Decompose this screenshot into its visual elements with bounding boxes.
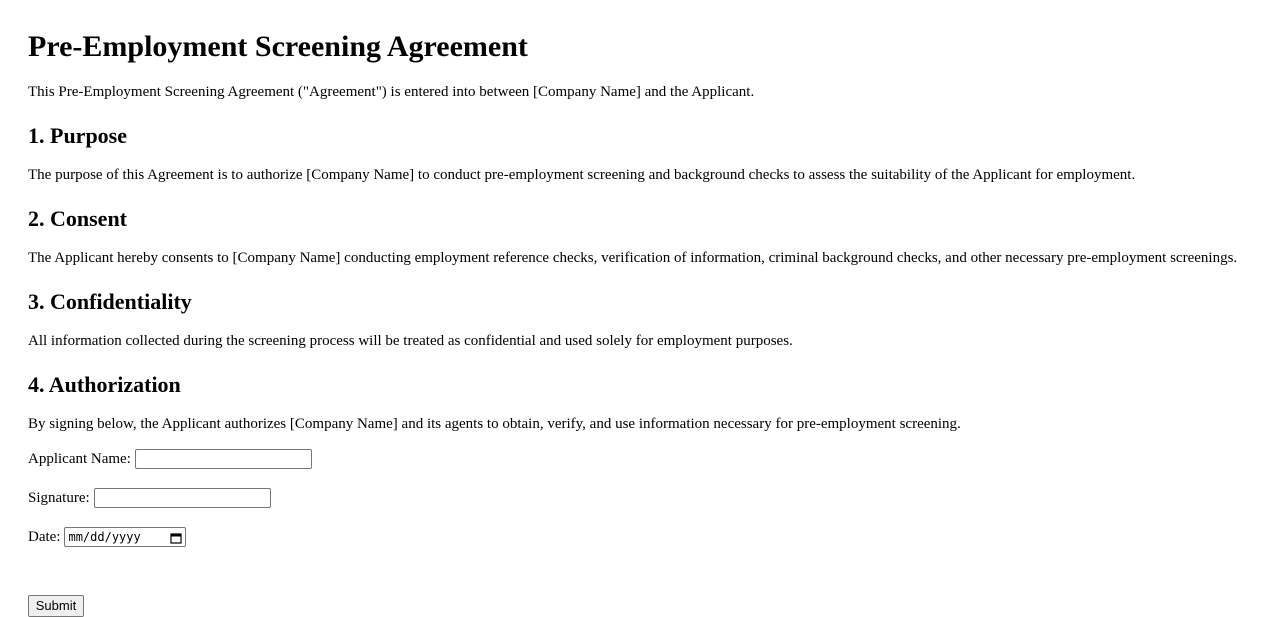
page-title: Pre-Employment Screening Agreement xyxy=(28,30,528,63)
section-heading-authorization: 4. Authorization xyxy=(28,372,181,397)
intro-paragraph: This Pre-Employment Screening Agreement ("Agreement") is entered into between [Company Name] and the Applicant. xyxy=(28,84,755,100)
submit-button[interactable]: Submit xyxy=(28,595,84,617)
date-input[interactable] xyxy=(64,527,186,547)
signature-label: Signature: xyxy=(28,490,90,506)
date-row xyxy=(28,526,1250,548)
applicant-name-row xyxy=(28,448,1250,470)
section-heading-purpose: 1. Purpose xyxy=(28,123,127,148)
date-label: Date: xyxy=(28,529,61,545)
section-heading-confidentiality: 3. Confidentiality xyxy=(28,289,192,314)
signature-row xyxy=(28,487,1250,509)
section-heading-consent: 2. Consent xyxy=(28,206,128,231)
section-body-confidentiality: All information collected during the screening process will be treated as confidential and used solely for employment purposes. xyxy=(28,333,793,349)
applicant-name-label: Applicant Name: xyxy=(28,451,131,467)
section-body-purpose: The purpose of this Agreement is to authorize [Company Name] to conduct pre-employment screening and background checks to assess the suitability of the Applicant for employment. xyxy=(28,167,1136,183)
signature-input[interactable] xyxy=(94,488,271,508)
applicant-name-input[interactable] xyxy=(135,449,312,469)
section-body-authorization: By signing below, the Applicant authorizes [Company Name] and its agents to obtain, verify, and use information necessary for pre-employment screening. xyxy=(28,416,961,432)
calendar-icon[interactable] xyxy=(170,531,182,543)
date-placeholder: mm/dd/yyyy xyxy=(68,530,141,544)
section-body-consent: The Applicant hereby consents to [Company Name] conducting employment reference checks, verification of information, criminal background checks, and other necessary pre-employment screenings. xyxy=(28,250,1238,266)
